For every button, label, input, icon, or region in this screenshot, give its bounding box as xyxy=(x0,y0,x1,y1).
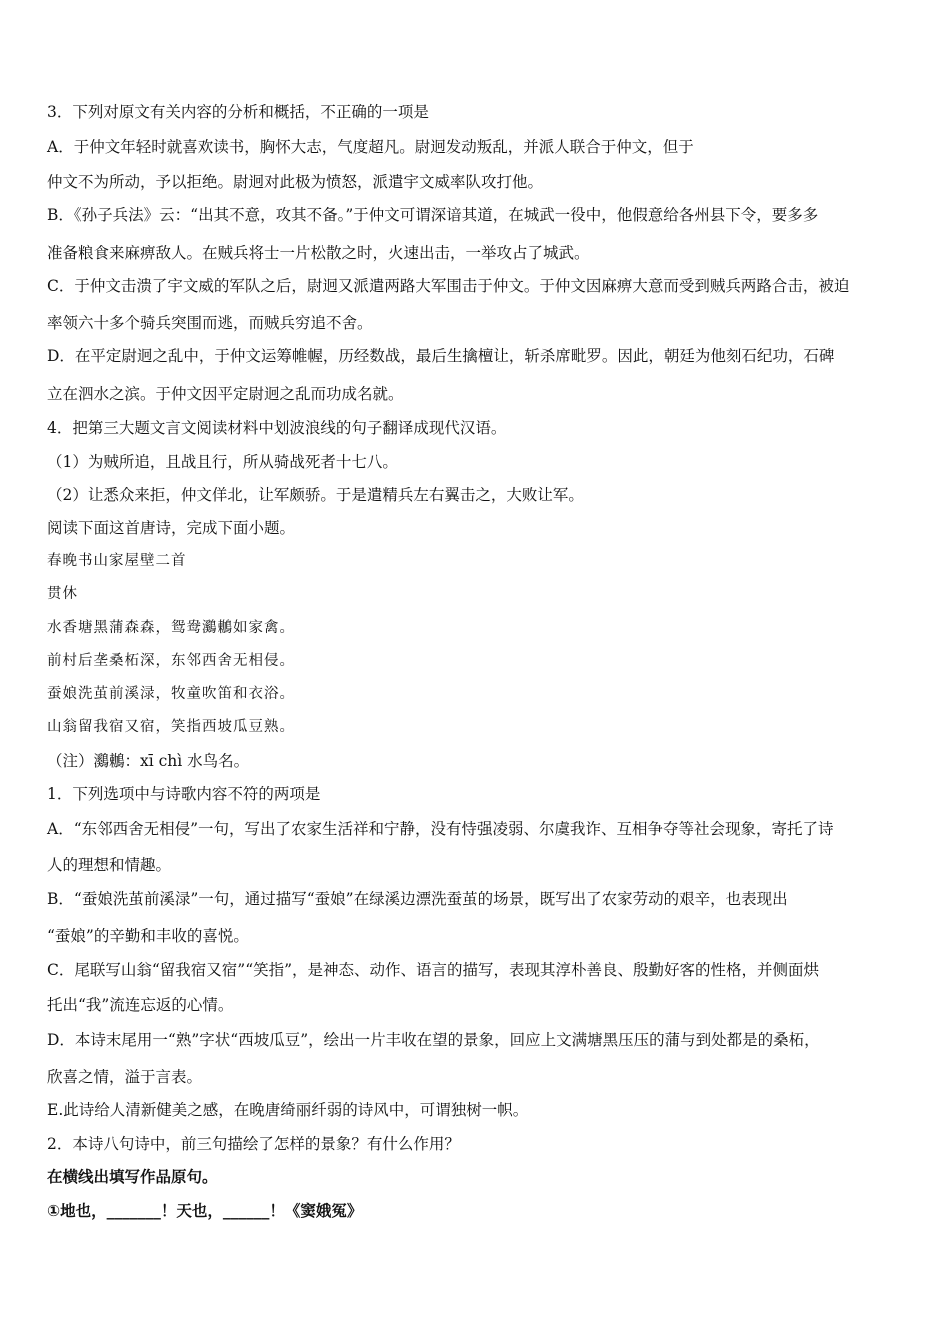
pq1-option-e: E.此诗给人清新健美之感，在晚唐绮丽纤弱的诗风中，可谓独树一帜。 xyxy=(47,1101,529,1119)
poem-line-1: 水香塘黑蒲森森，鸳鸯鸂鶒如家禽。 xyxy=(47,620,295,636)
poem-title: 春晚书山家屋壁二首 xyxy=(47,553,187,569)
fill-heading: 在横线出填写作品原句。 xyxy=(47,1168,218,1186)
pq1-stem: 1．下列选项中与诗歌内容不符的两项是 xyxy=(47,785,321,803)
q3-option-d-line1: D．在平定尉迥之乱中，于仲文运筹帷幄，历经数战，最后生擒檀让，斩杀席毗罗。因此，朝廷为他刻石纪功，石碑 xyxy=(47,347,835,365)
pq1-option-a-line1: A．“东邻西舍无相侵”一句，写出了农家生活祥和宁静，没有恃强凌弱、尔虞我诈、互相争夺等社会现象，寄托了诗 xyxy=(47,820,834,838)
q3-option-b-line2: 准备粮食来麻痹敌人。在贼兵将士一片松散之时，火速出击，一举攻占了城武。 xyxy=(47,244,590,262)
poem-note: （注）鸂鶒：xī chì 水鸟名。 xyxy=(47,752,250,770)
pq1-option-a-line2: 人的理想和情趣。 xyxy=(47,856,172,874)
pq1-option-b-line2: “蚕娘”的辛勤和丰收的喜悦。 xyxy=(47,927,249,945)
pq1-option-d-line1: D．本诗末尾用一“熟”字状“西坡瓜豆”，绘出一片丰收在望的景象，回应上文满塘黑压压的蒲与到处都是的桑柘， xyxy=(47,1031,820,1049)
fill-item-1: ①地也，_______！天也，______！《窦娥冤》 xyxy=(47,1202,363,1220)
poem-author: 贯休 xyxy=(47,586,78,602)
poem-line-2: 前村后垄桑柘深，东邻西舍无相侵。 xyxy=(47,653,295,669)
pq1-option-b-line1: B．“蚕娘洗茧前溪渌”一句，通过描写“蚕娘”在绿溪边漂洗蚕茧的场景，既写出了农家劳动的艰辛，也表现出 xyxy=(47,890,788,908)
poem-intro: 阅读下面这首唐诗，完成下面小题。 xyxy=(47,519,296,537)
q3-option-a-line2: 仲文不为所动，予以拒绝。尉迥对此极为愤怒，派遣宇文威率队攻打他。 xyxy=(47,173,544,191)
pq1-option-c-line1: C．尾联写山翁“留我宿又宿”“笑指”，是神态、动作、语言的描写，表现其淳朴善良、殷勤好客的性格，并侧面烘 xyxy=(47,961,820,979)
q3-option-a-line1: A．于仲文年轻时就喜欢读书，胸怀大志，气度超凡。尉迥发动叛乱，并派人联合于仲文，但于 xyxy=(47,138,694,156)
pq1-option-d-line2: 欣喜之情，溢于言表。 xyxy=(47,1068,203,1086)
q4-stem: 4．把第三大题文言文阅读材料中划波浪线的句子翻译成现代汉语。 xyxy=(47,419,507,437)
q3-option-b-line1: B．《孙子兵法》云：“出其不意，攻其不备。”于仲文可谓深谙其道，在城武一役中，他假意给各州县下令，要多多 xyxy=(47,206,819,224)
q3-option-c-line2: 率领六十多个骑兵突围而逃，而贼兵穷追不舍。 xyxy=(47,314,373,332)
q3-option-d-line2: 立在泗水之滨。于仲文因平定尉迥之乱而功成名就。 xyxy=(47,385,404,403)
poem-line-3: 蚕娘洗茧前溪渌，牧童吹笛和衣浴。 xyxy=(47,686,295,702)
pq2-stem: 2．本诗八句诗中，前三句描绘了怎样的景象？有什么作用？ xyxy=(47,1135,460,1153)
poem-line-4: 山翁留我宿又宿，笑指西坡瓜豆熟。 xyxy=(47,719,295,735)
q3-stem: 3．下列对原文有关内容的分析和概括，不正确的一项是 xyxy=(47,103,429,121)
q4-sentence-1: （1）为贼所追，且战且行，所从骑战死者十七八。 xyxy=(47,453,398,471)
q4-sentence-2: （2）让悉众来拒，仲文佯北，让军颇骄。于是遣精兵左右翼击之，大败让军。 xyxy=(47,486,584,504)
q3-option-c-line1: C．于仲文击溃了宇文威的军队之后，尉迥又派遣两路大军围击于仲文。于仲文因麻痹大意而受到贼兵两路合击，被迫 xyxy=(47,277,850,295)
pq1-option-c-line2: 托出“我”流连忘返的心情。 xyxy=(47,996,234,1014)
